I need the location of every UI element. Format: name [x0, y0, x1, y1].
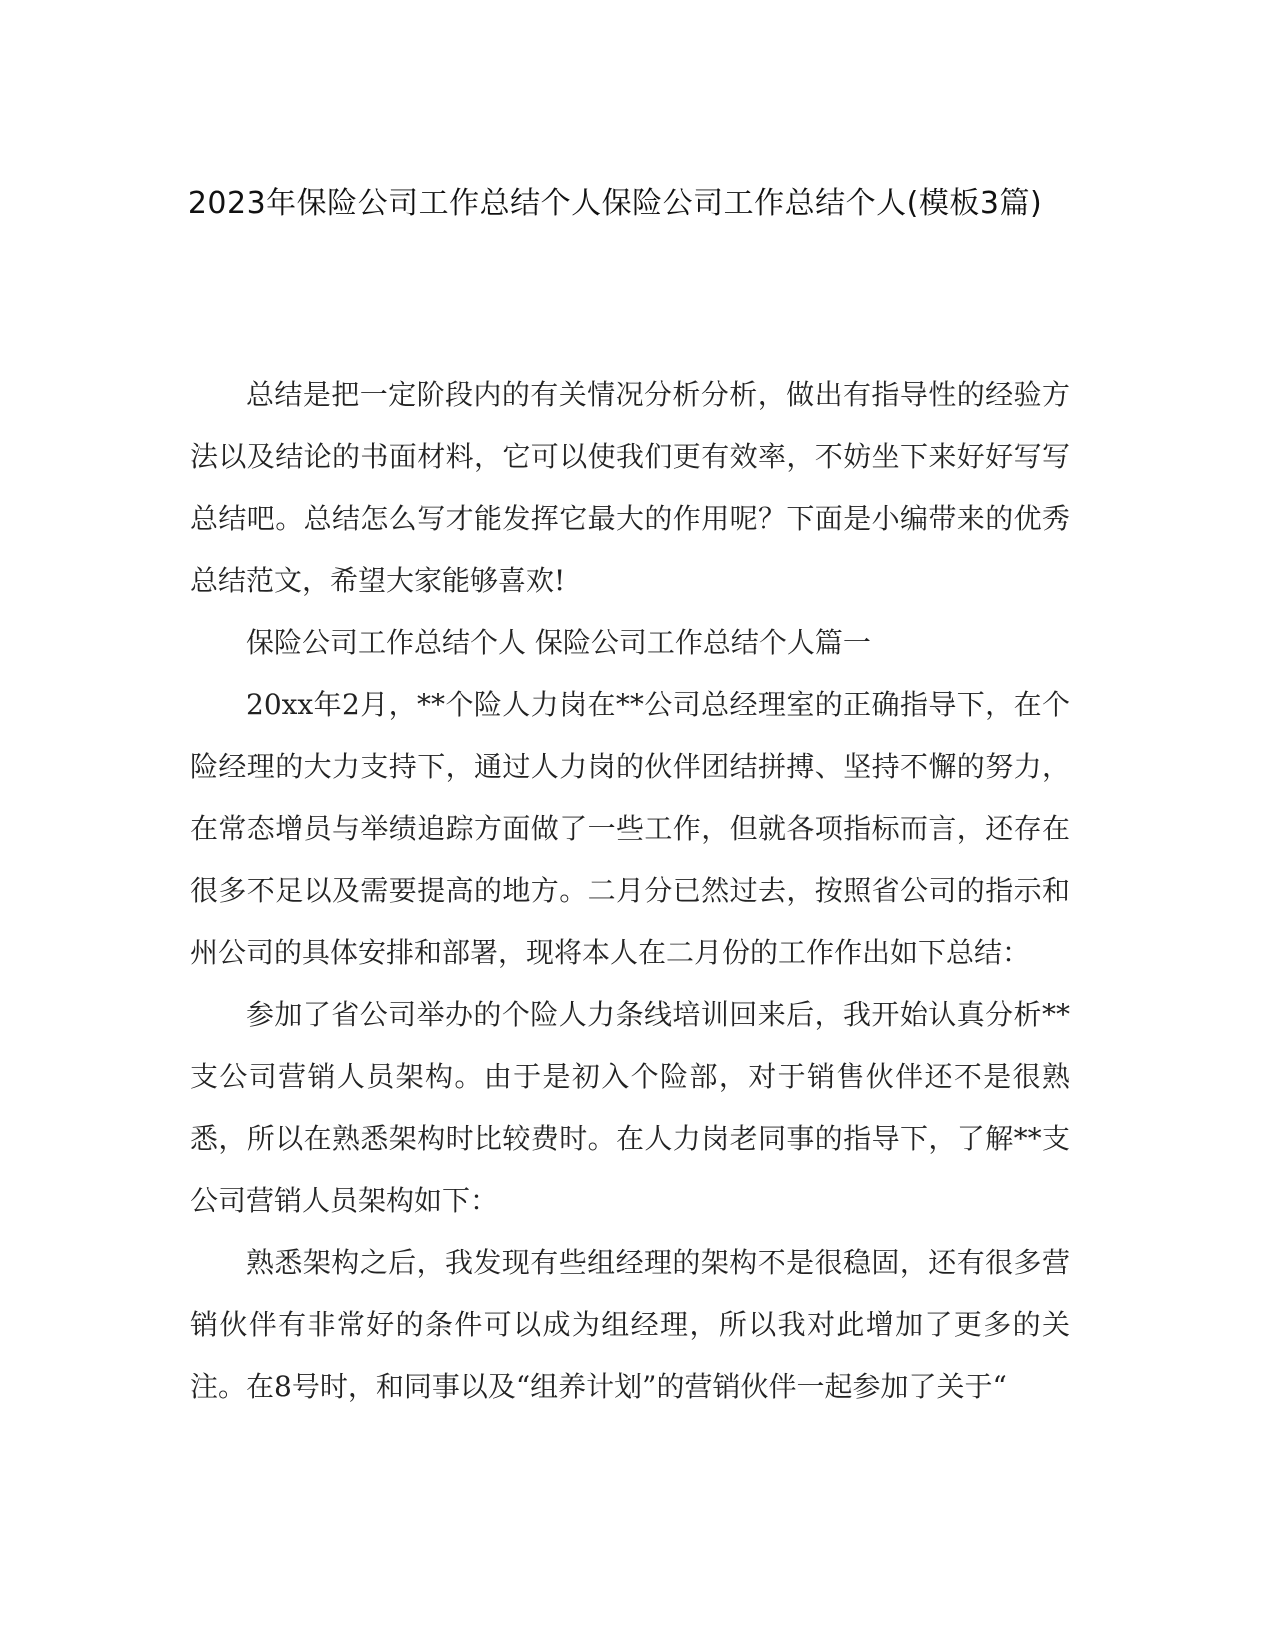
paragraph-intro: 总结是把一定阶段内的有关情况分析分析，做出有指导性的经验方法以及结论的书面材料，它可以使我们更有效率，不妨坐下来好好写写总结吧。总结怎么写才能发挥它最大的作用呢？下面是小编带来的优秀总结范文，希望大家能够喜欢!	[190, 378, 1070, 597]
paragraph-summary: 20xx年2月，**个险人力岗在**公司总经理室的正确指导下，在个险经理的大力支持下，通过人力岗的伙伴团结拼搏、坚持不懈的努力，在常态增员与举绩追踪方面做了一些工作，但就各项指标而言，还存在很多不足以及需要提高的地方。二月分已然过去，按照省公司的指示和州公司的具体安排和部署，现将本人在二月份的工作作出如下总结：	[190, 688, 1070, 969]
section-heading: 保险公司工作总结个人 保险公司工作总结个人篇一	[246, 626, 871, 659]
paragraph-training: 参加了省公司举办的个险人力条线培训回来后，我开始认真分析**支公司营销人员架构。由于是初入个险部，对于销售伙伴还不是很熟悉，所以在熟悉架构时比较费时。在人力岗老同事的指导下，了解**支公司营销人员架构如下：	[190, 998, 1070, 1217]
document-title: 2023年保险公司工作总结个人保险公司工作总结个人(模板3篇)	[187, 186, 1043, 221]
document-body	[190, 364, 1070, 1418]
paragraph-structure: 熟悉架构之后，我发现有些组经理的架构不是很稳固，还有很多营销伙伴有非常好的条件可以成为组经理，所以我对此增加了更多的关注。在8号时，和同事以及“组养计划”的营销伙伴一起参加了关于“	[190, 1246, 1070, 1403]
